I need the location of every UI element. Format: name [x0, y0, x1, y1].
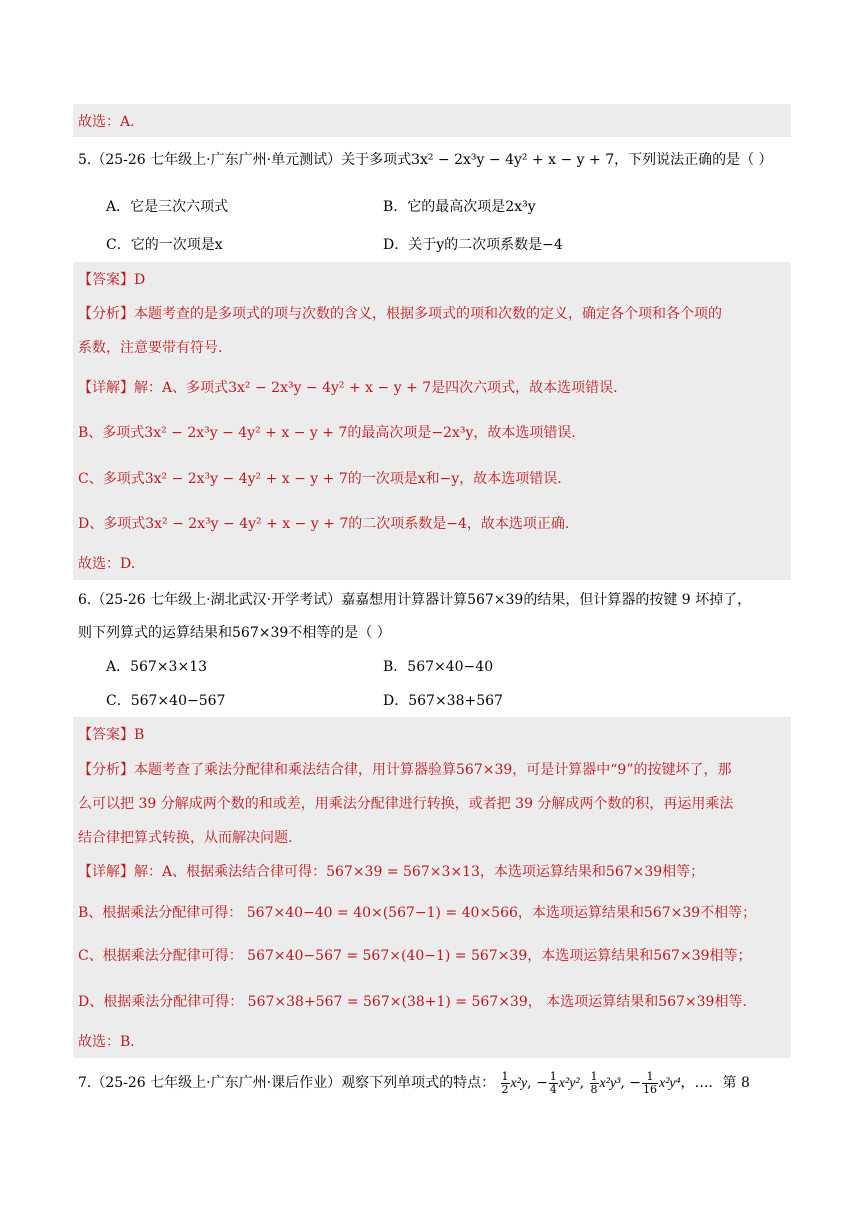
q6-choice: 故选：B.: [78, 1034, 135, 1050]
question-6-stem: 6.（25-26 七年级上·湖北武汉·开学考试）嘉嘉想用计算器计算567×39的结果，但计算器的按键 9 坏掉了，: [78, 592, 752, 608]
q6-detail-a: 【详解】解：A、根据乘法结合律可得：567×39 = 567×3×13，本选项运算结果和567×39相等；: [78, 864, 705, 880]
q6-analysis-cont-1: 么可以把 39 分解成两个数的和或差，用乘法分配律进行转换，或者把 39 分解成两个数的积，再运用乘法: [78, 796, 734, 812]
q7-term: $\frac{1}{2}$ x²y: [501, 1069, 528, 1096]
question-5-stem: 5.（25-26 七年级上·广东广州·单元测试）关于多项式3x² − 2x³y − 4y² + x − y + 7，下列说法正确的是（ ）: [78, 152, 773, 168]
q6-detail-c: C、根据乘法分配律可得： 567×40−567 = 567×(40−1) = 567×39，本选项运算结果和567×39相等；: [78, 948, 752, 964]
q5-option-a: A．它是三次六项式: [106, 199, 229, 215]
q6-detail-d: D、根据乘法分配律可得： 567×38+567 = 567×(38+1) = 567×39， 本选项运算结果和567×39相等.: [78, 994, 747, 1010]
q5-choice: 故选：D.: [78, 556, 136, 572]
q7-stem-prefix: 7.（25-26 七年级上·广东广州·课后作业）观察下列单项式的特点：: [78, 1075, 496, 1091]
q6-answer: 【答案】B: [78, 727, 145, 743]
q5-detail-a: 【详解】解：A、多项式3x² − 2x³y − 4y² + x − y + 7是四次六项式，故本选项错误.: [78, 380, 618, 396]
q6-analysis-cont-2: 结合律把算式转换，从而解决问题.: [78, 830, 293, 846]
q7-term: $\frac{1}{8}$ x²y³: [590, 1069, 621, 1096]
q6-option-d: D．567×38+567: [383, 693, 503, 709]
q5-analysis-cont: 系数，注意要带有符号.: [78, 340, 223, 356]
q7-term: − $\frac{1}{4}$ x²y²: [536, 1069, 580, 1096]
q6-detail-b: B、根据乘法分配律可得： 567×40−40 = 40×(567−1) = 40×566，本选项运算结果和567×39不相等；: [78, 905, 757, 921]
q5-option-c: C．它的一次项是x: [106, 237, 223, 253]
q5-detail-d: D、多项式3x² − 2x³y − 4y² + x − y + 7的二次项系数是−4，故本选项正确.: [78, 516, 570, 532]
q5-answer: 【答案】D: [78, 272, 146, 288]
q5-analysis: 【分析】本题考查的是多项式的项与次数的含义，根据多项式的项和次数的定义，确定各个项和各个项的: [78, 306, 722, 322]
q7-term: − $\frac{1}{16}$ x²y⁴: [629, 1069, 681, 1096]
q5-option-d: D．关于y的二次项系数是−4: [383, 237, 563, 253]
q5-option-b: B．它的最高次项是2x³y: [383, 199, 536, 215]
q5-detail-b: B、多项式3x² − 2x³y − 4y² + x − y + 7的最高次项是−2x³y，故本选项错误.: [78, 425, 576, 441]
choice-text: 故选：A.: [78, 114, 135, 130]
q5-detail-c: C、多项式3x² − 2x³y − 4y² + x − y + 7的一次项是x和−y，故本选项错误.: [78, 471, 562, 487]
question-7-stem: 7.（25-26 七年级上·广东广州·课后作业）观察下列单项式的特点： $\frac{1}{2}$ x²y, − $\frac{1}{4}$ x²y², $\frac{1}{8}$ x²y³, − $\frac{1}{16}$ x²y⁴，…．第 8: [78, 1069, 750, 1096]
q6-option-b: B．567×40−40: [383, 659, 494, 675]
q6-analysis: 【分析】本题考查了乘法分配律和乘法结合律，用计算器验算567×39，可是计算器中“9”的按键坏了，那: [78, 762, 732, 778]
q7-stem-suffix: ，…．第 8: [680, 1075, 750, 1091]
q6-option-a: A．567×3×13: [106, 659, 208, 675]
q6-option-c: C．567×40−567: [106, 693, 226, 709]
question-6-stem-cont: 则下列算式的运算结果和567×39不相等的是（ ）: [78, 625, 391, 641]
answer-block-q4: [73, 104, 791, 137]
